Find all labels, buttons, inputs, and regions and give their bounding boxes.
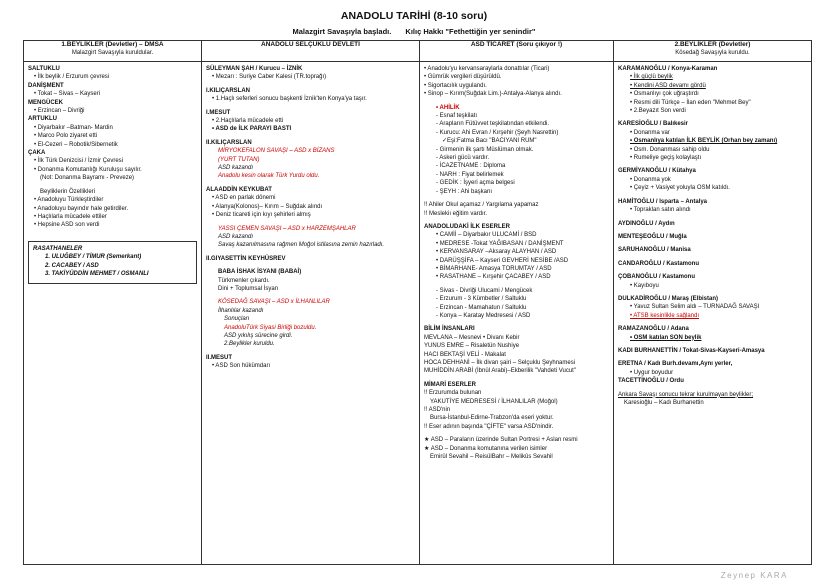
text-line: • 1.Haçlı seferleri sonucu başkenti İznik'ten Konya'ya taşır.: [212, 96, 367, 103]
text-line: • DARÜŞŞİFA – Kayseri GEVHERİ NESİBE /ASD: [436, 257, 569, 264]
text-line: HAMİTOĞLU / Isparta – Antalya: [618, 198, 708, 205]
text-line: BABA İSHAK İSYANI (BABAİ): [218, 269, 302, 276]
text-line: • Osmanlıya katılan İLK BEYLİK (Orhan bey zamanı): [630, 138, 778, 145]
text-line: KADI BURHANETTİN / Tokat-Sivas-Kayseri-Amasya: [618, 347, 765, 354]
text-line: AnadoluTürk Siyasi Birliği bozuldu.: [224, 324, 317, 331]
text-line: • Kendini ASD devamı gördü: [630, 82, 706, 89]
text-line: - Girmenin ilk şartı Müslüman olmak.: [436, 146, 534, 153]
col1-lines: [24, 62, 201, 233]
text-line: • Kayıboyu: [630, 282, 659, 289]
text-line: ALAADDİN KEYKUBAT: [206, 186, 272, 193]
text-line: • CAMİİ – Diyarbakır ULUCAMİ / BSD: [436, 232, 537, 239]
text-line: • ASD Son hükümdarı: [212, 363, 271, 370]
col4-header: [614, 41, 812, 62]
text-line: II.KILIÇARSLAN: [206, 139, 252, 146]
text-line: AYDINOĞLU / Aydın: [618, 220, 675, 227]
text-line: • Anadoluyu bayındır hale getirdiler.: [34, 205, 129, 212]
rasathaneler-title: RASATHANELER: [33, 245, 83, 252]
col3-body: [420, 62, 614, 565]
text-line: • AHİLİK: [436, 104, 460, 111]
text-line: MENGÜCEK: [28, 99, 64, 106]
text-line: • Haçlılarla mücadele ettiler: [34, 213, 107, 220]
text-line: - İCAZETNAME : Diploma: [436, 163, 506, 170]
text-line: SARUHANOĞLU / Manisa: [618, 247, 691, 254]
text-line: ★ ASD – Donanma komutanına verilen isimler: [424, 445, 548, 452]
text-line: ÇOBANOĞLU / Kastamonu: [618, 274, 696, 281]
col4-body: [614, 62, 812, 565]
document-title: ANADOLU TARİHİ (8-10 soru): [340, 10, 488, 22]
col1-header-title: 1.BEYLİKLER (Devletler) – DMSA: [61, 41, 164, 48]
text-line: DULKADİROĞLU / Maraş (Elbistan): [618, 295, 719, 302]
text-line: • Resmi dili Türkçe – İlan eden "Mehmet Bey": [630, 99, 751, 106]
text-line: CANDAROĞLU / Kastamonu: [618, 260, 700, 267]
text-line: • MEDRESE -Tokat YAĞIBASAN / DANİŞMENT: [436, 240, 564, 247]
text-line: • ASD en parlak dönemi: [212, 195, 276, 202]
text-line: Beyliklerin Özellikleri: [40, 188, 96, 195]
text-line: İlhanlılar kazandı: [218, 307, 264, 314]
text-line: MENTEŞEOĞLU / Muğla: [618, 233, 687, 240]
text-line: • İlk beylik / Erzurum çevresi: [34, 74, 110, 81]
text-line: • RASATHANE – Kırşehir ÇACABEY / ASD: [436, 274, 551, 281]
text-line: • Deniz ticareti için kıyı şehirleri almış: [212, 212, 311, 219]
text-line: Karesioğlu – Kadı Burhanettin: [624, 400, 704, 406]
col4-lines: [614, 62, 811, 410]
text-line: HOCA DEHHANİ – İlk divan şairi – Selçuklu Şeyhnamesi: [424, 360, 576, 366]
text-line: • KERVANSARAY –Aksaray ALAYHAN / ASD: [436, 249, 557, 256]
text-line: • Donanma var: [630, 129, 670, 136]
text-line: Emirül Sevahil – ReisülBahr – Melikûs Sevahil: [430, 454, 553, 461]
col1-header-sub: Malazgirt Savaşıyla kuruldular.: [71, 50, 154, 56]
rasathaneler-box: [28, 241, 197, 285]
text-line: • Erzincan – Divriği: [34, 108, 85, 115]
text-line: - GEDİK : İşyeri açma belgesi: [436, 180, 515, 187]
text-line: ANADOLUDAKİ İLK ESERLER: [424, 223, 511, 230]
text-line: Türkmenler çıkardı.: [218, 277, 270, 284]
text-line: • 2.Beyazıt Son verdi: [630, 108, 686, 115]
text-line: II.MESUT: [206, 354, 233, 361]
text-line: Bursa-İstanbul-Edirne-Trabzon'da eseri yoktur.: [430, 415, 554, 422]
text-line: YAKUTİYE MEDRESESİ / İLHANLILAR (Moğol): [430, 398, 558, 405]
text-line: KARESİOĞLU / Balıkesir: [618, 121, 689, 128]
col4-header-sub: Kösedağ Savaşıyla kuruldu.: [675, 50, 750, 56]
text-line: • 2.Haçlılarla mücadele etti: [212, 118, 284, 125]
text-line: • Diyarbakır –Batman- Mardin: [34, 124, 113, 131]
watermark: Zeynep KARA: [720, 571, 788, 580]
text-line: TACETTİNOĞLU / Ordu: [618, 378, 684, 385]
text-line: • El-Cezeri – Robotik/Sibernetik: [34, 141, 118, 148]
text-line: - Erzurum - 3 Kümbetler / Saltuklu: [436, 296, 527, 303]
text-line: • Sinop – Kırım(Suğdak Lim.)-Antalya-Alanya alındı.: [424, 91, 562, 98]
text-line: • Donanma Komutanlığı Kuruluşu sayılır.: [34, 166, 142, 173]
text-line: ✓Eşi:Fatma Bacı "BACIYANI RUM": [442, 138, 537, 145]
text-line: • İlk Türk Denizcisi / İzmir Çevresi: [34, 158, 124, 165]
text-line: • Hepsine ASD son verdi: [34, 222, 100, 229]
text-line: MEVLANA – Mesnevi • Divanı Kebir: [424, 334, 520, 341]
text-line: HACI BEKTAŞİ VELİ - Makalat: [424, 351, 506, 358]
col2-header: [202, 41, 420, 62]
text-line: KÖSEDAĞ SAVAŞI – ASD x İLHANLILAR: [218, 299, 330, 306]
col4-header-title: 2.BEYLİKLER (Devletler): [674, 41, 751, 48]
text-line: (Not: Donanma Bayramı - Preveze): [40, 175, 135, 182]
text-line: - Sivas - Divriği Ulucami / Mengücek: [436, 287, 533, 294]
text-line: • Osmanlıyı çok uğraştırdı: [630, 91, 699, 98]
text-line: • Donanma yok: [630, 176, 671, 183]
text-line: • Uygur boyudur: [630, 369, 674, 376]
text-line: - Kurucu: Ahi Evran / Kırşehir (Şeyh Nasrettin): [436, 129, 559, 136]
text-line: ÇAKA: [28, 150, 46, 157]
col1-header: [24, 41, 202, 62]
text-line: • OSM katılan SON beylik: [630, 334, 702, 341]
rasathane-item: 2. CACABEY / ASD: [45, 262, 99, 269]
document-subtitle: [0, 27, 828, 36]
text-line: • Çeyiz + Vasiyet yoluyla OSM katıldı.: [630, 185, 730, 192]
text-line: • Yavuz Sultan Selim aldı – TURNADAĞ SAVAŞI: [630, 304, 760, 311]
text-line: DANİŞMENT: [28, 82, 64, 89]
text-line: I.MESUT: [206, 109, 231, 116]
text-line: • Osm. Donanması sahip oldu: [630, 146, 710, 153]
text-line: • Anadolu'yu kervansaraylarla donattılar (Ticari): [424, 66, 550, 72]
rasathane-item: 1. ULUĞBEY / TİMUR (Semerkant): [45, 254, 142, 261]
col2-lines: [202, 62, 419, 374]
text-line: - NARH : Fiyat belirlemek: [436, 171, 504, 178]
subtitle-right: Kılıç Hakkı "Fethettiğin yer senindir": [405, 27, 536, 36]
text-line: KARAMANOĞLU / Konya-Karaman: [618, 66, 718, 72]
text-line: GERMİYANOĞLU / Kütahya: [618, 168, 696, 175]
text-line: ASD yıkılış sürecine girdi.: [224, 332, 293, 339]
col3-header-title: ASD TİCARET (Soru çıkıyor !): [470, 41, 563, 48]
text-line: Ankara Savaşı sonucu tekrar kurulmayan beylikler;: [618, 391, 754, 398]
rasathane-item: 3. TAKİYÜDDİN MEHMET / OSMANLI: [45, 270, 149, 277]
text-line: !! Meslekiı eğitim vardır.: [424, 210, 488, 217]
col2-header-title: ANADOLU SELÇUKLU DEVLETİ: [261, 41, 360, 48]
text-line: - Esnaf teşkilatı: [436, 113, 478, 120]
text-line: Savaş kazanılmasına rağmen Moğol istilasına zemin hazırladı.: [218, 242, 385, 249]
text-line: II.GIYASETTİN KEYHÜSREV: [206, 255, 286, 262]
text-line: - Erzincan - Mamahatun / Saltuklu: [436, 304, 527, 311]
text-line: ★ ASD – Paraların üzerinde Sultan Portresi + Aslan resmi: [424, 437, 578, 444]
text-line: • BİMARHANE- Amasya TORUMTAY / ASD: [436, 265, 552, 272]
text-line: • ASD de İLK PARAYI BASTI: [212, 126, 292, 133]
text-line: !! Erzurumda bulunan: [424, 390, 482, 397]
text-line: RAMAZANOĞLU / Adana: [618, 326, 689, 333]
text-line: BİLİM İNSANLARI: [424, 326, 475, 333]
text-line: !! Ahiler Okul açamaz / Yargılama yapamaz: [424, 202, 539, 209]
text-line: ERETNA / Kadı Burh.devamı,Aynı yerler,: [618, 361, 733, 368]
text-line: • Rumeliye geçiş kolaylaştı: [630, 155, 702, 162]
text-line: • ATSB kesinlikle sağlandı: [630, 312, 700, 319]
text-line: - Askeri gücü vardır.: [436, 155, 490, 162]
text-line: !! ASD'nin: [424, 407, 451, 414]
text-line: MİMARİ ESERLER: [424, 381, 477, 388]
text-line: (YURT TUTAN): [218, 156, 260, 163]
text-line: ASD kazandı: [218, 165, 254, 172]
content-table: [23, 40, 812, 565]
text-line: • Sigortacılık uygulandı.: [424, 82, 487, 89]
col2-body: [202, 62, 420, 565]
text-line: Dini + Toplumsal İsyan: [218, 285, 279, 292]
text-line: Sonuçları: [224, 316, 250, 323]
text-line: Anadolu kesin olarak Türk Yurdu oldu.: [218, 173, 320, 180]
col3-lines: [420, 62, 613, 464]
col3-header: [420, 41, 614, 62]
text-line: ASD kazandı: [218, 233, 254, 240]
text-line: I.KILIÇARSLAN: [206, 87, 250, 94]
text-line: MUHİDDİN ARABİ (İbnül Arabi)–Ekberilik "Vahdeti Vucut": [424, 368, 576, 375]
text-line: • Anadoluyu Türkleştirdiler: [34, 197, 104, 204]
text-line: • Alanya(Kolonos)– Kırım – Suğdak alındı: [212, 203, 323, 210]
text-line: - ŞEYH : Ahi başkanı: [436, 188, 493, 195]
text-line: - Konya – Karatay Medresesi / ASD: [436, 312, 531, 319]
text-line: SÜLEYMAN ŞAH / Kurucu – İZNİK: [206, 66, 303, 72]
subtitle-left: Malazgirt Savaşıyla başladı.: [292, 27, 392, 36]
text-line: • İlk güçlü beylik: [630, 74, 673, 81]
text-line: - Arapların Fütüvvet teşkilatından etkilendi.: [436, 121, 550, 128]
text-line: • Topraklan satın alındı: [630, 207, 691, 214]
col1-body: [24, 62, 202, 565]
text-line: YASSI ÇEMEN SAVAŞI – ASD x HARZEMŞAHLAR: [218, 225, 356, 232]
text-line: • Mezarı : Suriye Caber Kalesi (TR.toprağı): [212, 74, 327, 81]
text-line: MİRYOKEFALON SAVAŞI – ASD x BİZANS: [218, 148, 335, 155]
text-line: ARTUKLU: [28, 116, 57, 123]
text-line: YUNUS EMRE – Risaletün Nushiye: [424, 343, 520, 350]
text-line: !! Eser adının başında "ÇİFTE" varsa ASD'nindir.: [424, 423, 554, 430]
text-line: 2.Beylikler kuruldu.: [224, 341, 275, 348]
text-line: • Gümrük vergileri düşürüldü.: [424, 74, 502, 81]
text-line: SALTUKLU: [28, 66, 60, 72]
text-line: • Marco Polo ziyaret etti: [34, 133, 98, 140]
text-line: • Tokat – Sivas – Kayseri: [34, 91, 101, 98]
